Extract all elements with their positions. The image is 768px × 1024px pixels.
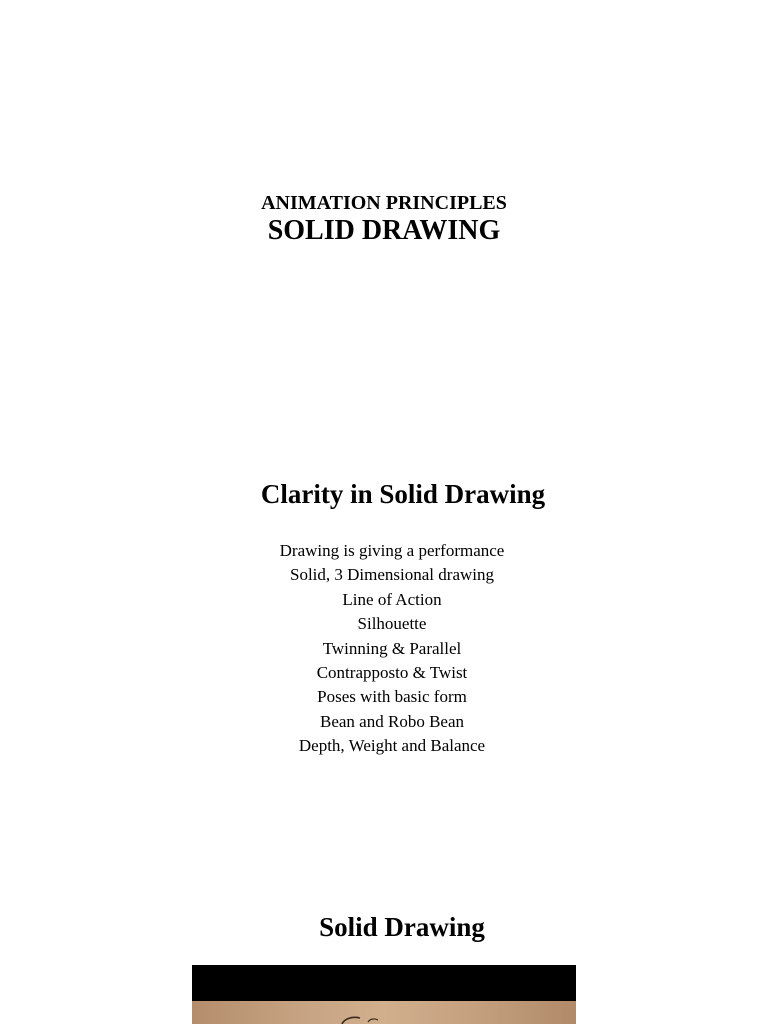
list-item: Bean and Robo Bean bbox=[320, 711, 464, 731]
list-item: Poses with basic form bbox=[317, 687, 467, 707]
cover-kicker: ANIMATION PRINCIPLES bbox=[261, 192, 507, 214]
sketch-image bbox=[192, 965, 576, 1024]
list-item: Silhouette bbox=[357, 614, 427, 634]
list-item: Drawing is giving a performance bbox=[279, 541, 505, 560]
cover-title: SOLID DRAWING bbox=[267, 215, 501, 246]
list-item: Contrapposto & Twist bbox=[316, 663, 468, 683]
sketch-illustration-icon bbox=[192, 965, 576, 1024]
list-item: Twinning & Parallel bbox=[322, 638, 462, 658]
list-item: Depth, Weight and Balance bbox=[298, 736, 486, 756]
slide-heading-solid-drawing: Solid Drawing bbox=[319, 912, 485, 942]
list-item: Line of Action bbox=[342, 589, 442, 609]
topic-list bbox=[192, 539, 592, 759]
list-item: Solid, 3 Dimensional drawing bbox=[290, 565, 494, 585]
slide-heading-clarity: Clarity in Solid Drawing bbox=[260, 479, 546, 509]
